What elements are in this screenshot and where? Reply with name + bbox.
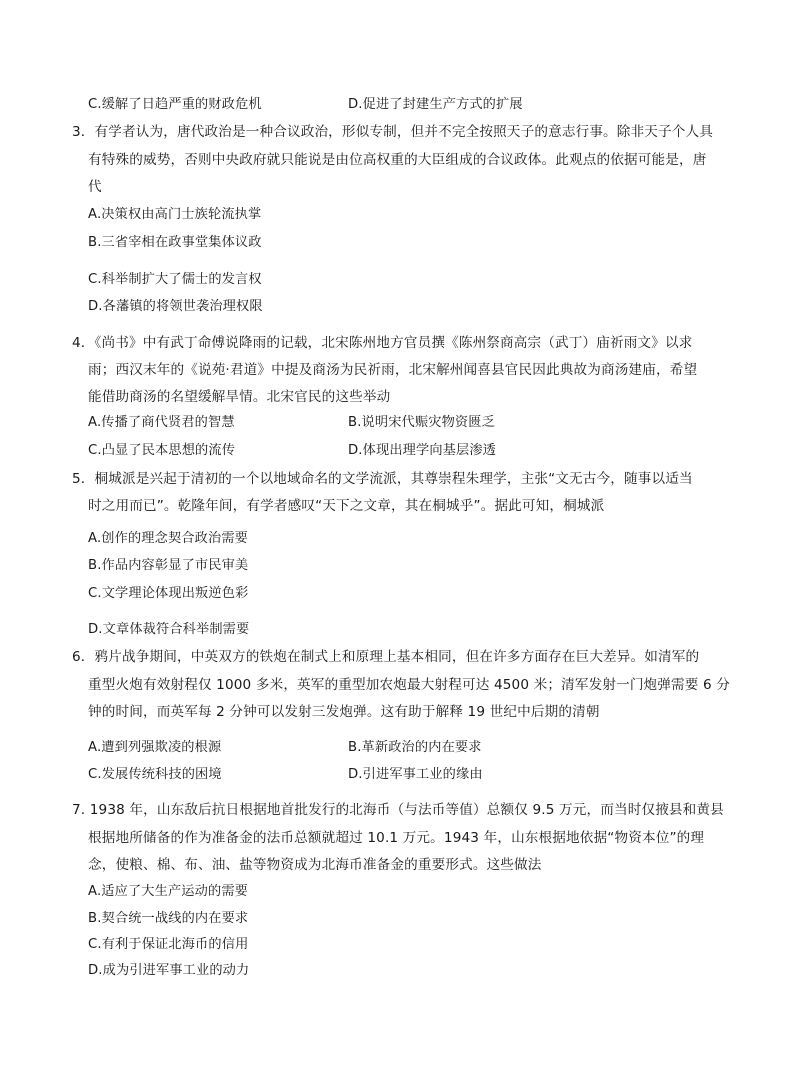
q5-option-a: A.创作的理念契合政治需要 [88,531,248,546]
q6-stem-line-1: 6．鸦片战争期间，中英双方的铁炮在制式上和原理上基本相同，但在许多方面存在巨大差异。如清军的 [72,649,700,665]
q3-option-d: D.各藩镇的将领世袭治理权限 [88,299,263,314]
q3-stem-line-2: 有特殊的威势，否则中央政府就只能说是由位高权重的大臣组成的合议政体。此观点的依据可能是，唐 [88,152,707,168]
q3-option-a: A.决策权由高门士族轮流执掌 [88,207,262,222]
q7-option-b: B.契合统一战线的内在要求 [88,911,249,926]
q3-stem-line-3: 代 [88,179,102,195]
q5-option-b: B.作品内容彰显了市民审美 [88,558,249,573]
q4-stem-line-3: 能借助商汤的名望缓解旱情。北宋官民的这些举动 [88,389,391,405]
q6-option-a: A.遭到列强欺凌的根源 [88,740,222,755]
q5-stem-line-2: 时之用而已”。乾隆年间，有学者感叹“天下之文章，其在桐城乎”。据此可知，桐城派 [88,498,605,514]
q7-option-d: D.成为引进军事工业的动力 [88,963,250,978]
q5-option-c: C.文学理论体现出叛逆色彩 [88,586,249,601]
q4-option-c: C.凸显了民本思想的流传 [88,443,236,458]
q6-option-d: D.引进军事工业的缘由 [348,767,483,782]
q7-stem-line-3: 念，使粮、棉、布、油、盐等物资成为北海币准备金的重要形式。这些做法 [88,857,542,873]
q6-stem-line-3: 钟的时间，而英军每 2 分钟可以发射三发炮弹。这有助于解释 19 世纪中后期的清朝 [88,704,600,720]
q2-option-d: D.促进了封建生产方式的扩展 [348,97,523,112]
q6-stem-line-2: 重型火炮有效射程仅 1000 多米，英军的重型加农炮最大射程可达 4500 米；清军发射一门炮弹需要 6 分 [88,677,731,693]
q2-option-c: C.缓解了日趋严重的财政危机 [88,97,262,112]
q3-option-b: B.三省宰相在政事堂集体议政 [88,235,262,250]
q6-option-c: C.发展传统科技的困境 [88,767,222,782]
q5-option-d: D.文章体裁符合科举制需要 [88,622,250,637]
q4-option-d: D.体现出理学向基层渗透 [348,443,497,458]
q7-option-a: A.适应了大生产运动的需要 [88,884,248,899]
q3-stem-line-1: 3．有学者认为，唐代政治是一种合议政治，形似专制，但并不完全按照天子的意志行事。除非天子个人具 [72,124,714,140]
q4-stem-line-2: 雨；西汉末年的《说苑·君道》中提及商汤为民祈雨，北宋解州闻喜县官民因此典故为商汤建庙，希望 [88,362,698,378]
q3-option-c: C.科举制扩大了儒士的发言权 [88,272,262,287]
q7-option-c: C.有利于保证北海币的信用 [88,937,249,952]
q4-option-a: A.传播了商代贤君的智慧 [88,415,235,430]
q4-stem-line-1: 4．《尚书》中有武丁命傅说降雨的记载，北宋陈州地方官员撰《陈州祭商高宗（武丁）庙祈雨文》以求 [72,335,693,351]
q7-stem-line-2: 根据地所储备的作为准备金的法币总额就超过 10.1 万元。1943 年，山东根据地依据“物资本位”的理 [88,830,705,846]
q7-stem-line-1: 7. 1938 年，山东敌后抗日根据地首批发行的北海币（与法币等值）总额仅 9.5 万元，而当时仅掖县和黄县 [72,802,724,818]
q4-option-b: B.说明宋代赈灾物资匮乏 [348,415,495,430]
q6-option-b: B.革新政治的内在要求 [348,740,482,755]
q5-stem-line-1: 5．桐城派是兴起于清初的一个以地域命名的文学流派，其尊崇程朱理学，主张“文无古今，随事以适当 [72,471,693,487]
